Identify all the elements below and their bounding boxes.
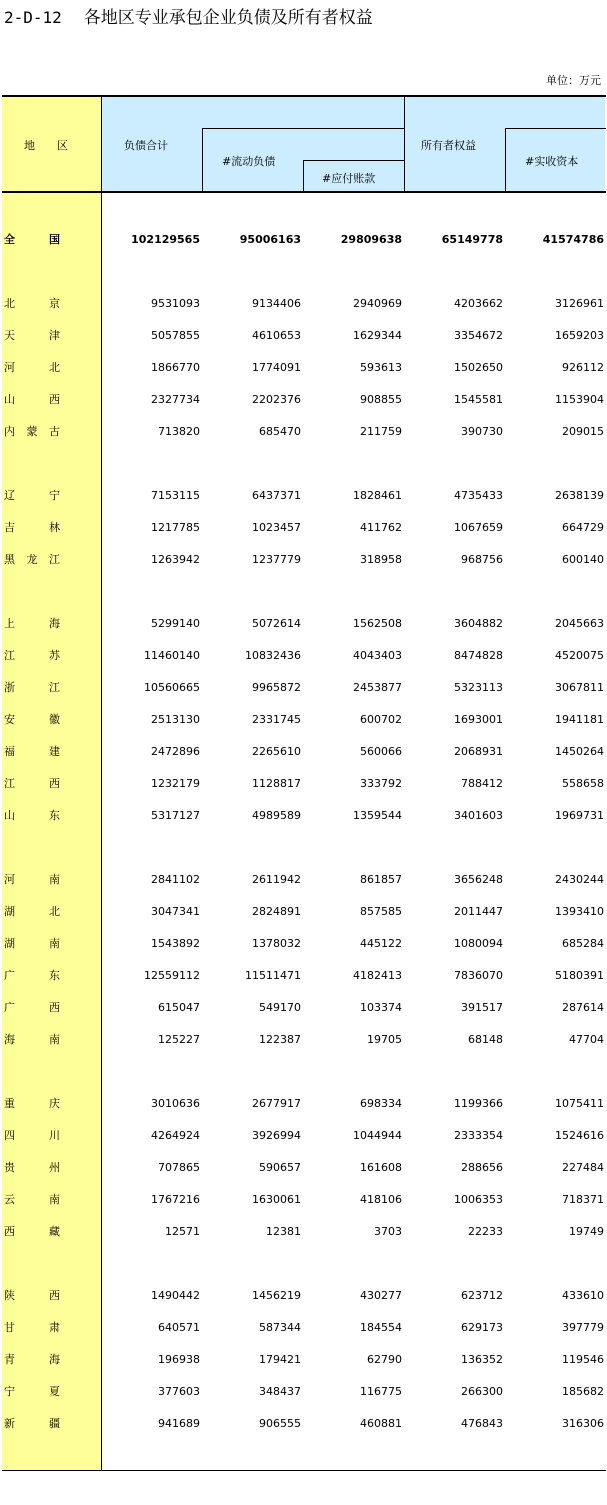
cell-value: 390730 — [461, 425, 503, 438]
table-row — [0, 928, 607, 960]
cell-value: 10560665 — [144, 681, 200, 694]
cell-value: 2824891 — [252, 905, 301, 918]
cell-value: 788412 — [461, 777, 503, 790]
table-row — [0, 288, 607, 320]
cell-value: 2327734 — [151, 393, 200, 406]
cell-value: 4520075 — [555, 649, 604, 662]
cell-value: 5317127 — [151, 809, 200, 822]
cell-value: 7836070 — [454, 969, 503, 982]
table-row — [0, 480, 607, 512]
table-row — [0, 1344, 607, 1376]
cell-value: 908855 — [360, 393, 402, 406]
cell-value: 3703 — [374, 1225, 402, 1238]
cell-value: 411762 — [360, 521, 402, 534]
cell-value: 8474828 — [454, 649, 503, 662]
cell-value: 41574786 — [542, 233, 604, 246]
cell-value: 460881 — [360, 1417, 402, 1430]
table-title: 各地区专业承包企业负债及所有者权益 — [83, 8, 373, 28]
cell-value: 179421 — [259, 1353, 301, 1366]
cell-value: 122387 — [259, 1033, 301, 1046]
table-row — [0, 672, 607, 704]
cell-value: 3126961 — [555, 297, 604, 310]
header-divider-capital — [505, 128, 506, 192]
table-row — [0, 1216, 607, 1248]
cell-value: 377603 — [158, 1385, 200, 1398]
cell-value: 2331745 — [252, 713, 301, 726]
region-name: 青 海 — [4, 1353, 60, 1366]
cell-value: 5180391 — [555, 969, 604, 982]
cell-value: 2677917 — [252, 1097, 301, 1110]
header-subrule-liab — [202, 128, 404, 129]
region-name: 江 苏 — [4, 649, 60, 662]
cell-value: 1067659 — [454, 521, 503, 534]
cell-value: 333792 — [360, 777, 402, 790]
cell-value: 136352 — [461, 1353, 503, 1366]
cell-value: 1767216 — [151, 1193, 200, 1206]
cell-value: 227484 — [562, 1161, 604, 1174]
cell-value: 184554 — [360, 1321, 402, 1334]
region-name: 甘 肃 — [4, 1321, 60, 1334]
region-name: 上 海 — [4, 617, 60, 630]
cell-value: 2265610 — [252, 745, 301, 758]
table-row — [0, 1280, 607, 1312]
cell-value: 1562508 — [353, 617, 402, 630]
header-accounts-payable: #应付账款 — [322, 172, 376, 185]
cell-value: 65149778 — [441, 233, 503, 246]
cell-value: 1693001 — [454, 713, 503, 726]
region-name: 山 东 — [4, 809, 60, 822]
cell-value: 590657 — [259, 1161, 301, 1174]
cell-value: 348437 — [259, 1385, 301, 1398]
region-name: 内 蒙 古 — [4, 425, 60, 438]
cell-value: 11460140 — [144, 649, 200, 662]
cell-value: 926112 — [562, 361, 604, 374]
cell-value: 1128817 — [252, 777, 301, 790]
cell-value: 397779 — [562, 1321, 604, 1334]
cell-value: 4043403 — [353, 649, 402, 662]
table-row — [0, 224, 607, 256]
cell-value: 10832436 — [245, 649, 301, 662]
region-name: 湖 南 — [4, 937, 60, 950]
table-row — [0, 512, 607, 544]
region-name: 河 南 — [4, 873, 60, 886]
cell-value: 9134406 — [252, 297, 301, 310]
cell-value: 623712 — [461, 1289, 503, 1302]
cell-value: 4989589 — [252, 809, 301, 822]
cell-value: 707865 — [158, 1161, 200, 1174]
table-row — [0, 736, 607, 768]
region-name: 辽 宁 — [4, 489, 60, 502]
cell-value: 476843 — [461, 1417, 503, 1430]
table-row — [0, 608, 607, 640]
cell-value: 7153115 — [151, 489, 200, 502]
cell-value: 3656248 — [454, 873, 503, 886]
cell-value: 2045663 — [555, 617, 604, 630]
cell-value: 713820 — [158, 425, 200, 438]
region-name: 广 东 — [4, 969, 60, 982]
header-region: 地 区 — [24, 139, 68, 152]
cell-value: 1659203 — [555, 329, 604, 342]
region-name: 吉 林 — [4, 521, 60, 534]
cell-value: 2513130 — [151, 713, 200, 726]
cell-value: 266300 — [461, 1385, 503, 1398]
cell-value: 968756 — [461, 553, 503, 566]
table-row — [0, 1376, 607, 1408]
cell-value: 941689 — [158, 1417, 200, 1430]
cell-value: 161608 — [360, 1161, 402, 1174]
table-row — [0, 640, 607, 672]
header-subrule-current — [303, 160, 404, 161]
cell-value: 1199366 — [454, 1097, 503, 1110]
region-name: 新 疆 — [4, 1417, 60, 1430]
cell-value: 287614 — [562, 1001, 604, 1014]
cell-value: 1774091 — [252, 361, 301, 374]
header-divider-equity — [404, 96, 405, 192]
cell-value: 2202376 — [252, 393, 301, 406]
cell-value: 2430244 — [555, 873, 604, 886]
cell-value: 685284 — [562, 937, 604, 950]
cell-value: 3354672 — [454, 329, 503, 342]
cell-value: 1378032 — [252, 937, 301, 950]
cell-value: 640571 — [158, 1321, 200, 1334]
cell-value: 12571 — [165, 1225, 200, 1238]
cell-value: 116775 — [360, 1385, 402, 1398]
cell-value: 718371 — [562, 1193, 604, 1206]
cell-value: 2611942 — [252, 873, 301, 886]
table-row — [0, 768, 607, 800]
cell-value: 185682 — [562, 1385, 604, 1398]
cell-value: 1237779 — [252, 553, 301, 566]
cell-value: 22233 — [468, 1225, 503, 1238]
table-row — [0, 1088, 607, 1120]
header-bottom-rule — [2, 191, 606, 193]
cell-value: 103374 — [360, 1001, 402, 1014]
cell-value: 430277 — [360, 1289, 402, 1302]
cell-value: 1232179 — [151, 777, 200, 790]
header-divider-current — [202, 128, 203, 192]
cell-value: 95006163 — [239, 233, 301, 246]
cell-value: 1263942 — [151, 553, 200, 566]
cell-value: 9965872 — [252, 681, 301, 694]
table-row — [0, 544, 607, 576]
cell-value: 445122 — [360, 937, 402, 950]
cell-value: 1044944 — [353, 1129, 402, 1142]
cell-value: 12381 — [266, 1225, 301, 1238]
cell-value: 685470 — [259, 425, 301, 438]
cell-value: 5323113 — [454, 681, 503, 694]
region-name: 河 北 — [4, 361, 60, 374]
cell-value: 560066 — [360, 745, 402, 758]
cell-value: 119546 — [562, 1353, 604, 1366]
region-name: 安 徽 — [4, 713, 60, 726]
cell-value: 5072614 — [252, 617, 301, 630]
table-row — [0, 704, 607, 736]
cell-value: 1456219 — [252, 1289, 301, 1302]
region-name: 云 南 — [4, 1193, 60, 1206]
cell-value: 3067811 — [555, 681, 604, 694]
region-name: 湖 北 — [4, 905, 60, 918]
region-name: 海 南 — [4, 1033, 60, 1046]
table-row — [0, 1152, 607, 1184]
cell-value: 433610 — [562, 1289, 604, 1302]
table-row — [0, 352, 607, 384]
cell-value: 1153904 — [555, 393, 604, 406]
cell-value: 196938 — [158, 1353, 200, 1366]
cell-value: 3926994 — [252, 1129, 301, 1142]
page-title — [4, 4, 373, 32]
cell-value: 1545581 — [454, 393, 503, 406]
cell-value: 2841102 — [151, 873, 200, 886]
table-row — [0, 800, 607, 832]
cell-value: 549170 — [259, 1001, 301, 1014]
cell-value: 125227 — [158, 1033, 200, 1046]
cell-value: 593613 — [360, 361, 402, 374]
cell-value: 318958 — [360, 553, 402, 566]
header-paid-in-capital: #实收资本 — [525, 155, 579, 168]
table-row — [0, 864, 607, 896]
cell-value: 600140 — [562, 553, 604, 566]
cell-value: 19749 — [569, 1225, 604, 1238]
cell-value: 1941181 — [555, 713, 604, 726]
cell-value: 587344 — [259, 1321, 301, 1334]
cell-value: 3010636 — [151, 1097, 200, 1110]
region-name: 山 西 — [4, 393, 60, 406]
region-name: 陕 西 — [4, 1289, 60, 1302]
cell-value: 4735433 — [454, 489, 503, 502]
cell-value: 1393410 — [555, 905, 604, 918]
cell-value: 1969731 — [555, 809, 604, 822]
header-divider-payable — [303, 160, 304, 192]
cell-value: 418106 — [360, 1193, 402, 1206]
cell-value: 1023457 — [252, 521, 301, 534]
cell-value: 19705 — [367, 1033, 402, 1046]
cell-value: 615047 — [158, 1001, 200, 1014]
cell-value: 1450264 — [555, 745, 604, 758]
table-row — [0, 1120, 607, 1152]
cell-value: 2068931 — [454, 745, 503, 758]
cell-value: 1006353 — [454, 1193, 503, 1206]
cell-value: 4182413 — [353, 969, 402, 982]
cell-value: 5057855 — [151, 329, 200, 342]
cell-value: 2638139 — [555, 489, 604, 502]
table-row — [0, 1408, 607, 1440]
cell-value: 9531093 — [151, 297, 200, 310]
region-name: 北 京 — [4, 297, 60, 310]
cell-value: 2011447 — [454, 905, 503, 918]
table-row — [0, 1024, 607, 1056]
cell-value: 1502650 — [454, 361, 503, 374]
region-name: 宁 夏 — [4, 1385, 60, 1398]
cell-value: 29809638 — [340, 233, 402, 246]
table-row — [0, 416, 607, 448]
cell-value: 1629344 — [353, 329, 402, 342]
cell-value: 6437371 — [252, 489, 301, 502]
cell-value: 1217785 — [151, 521, 200, 534]
cell-value: 102129565 — [131, 233, 200, 246]
cell-value: 316306 — [562, 1417, 604, 1430]
table-top-rule — [2, 95, 606, 97]
cell-value: 558658 — [562, 777, 604, 790]
region-name: 西 藏 — [4, 1225, 60, 1238]
cell-value: 3401603 — [454, 809, 503, 822]
cell-value: 68148 — [468, 1033, 503, 1046]
region-name: 江 西 — [4, 777, 60, 790]
region-name: 广 西 — [4, 1001, 60, 1014]
region-name: 全 国 — [4, 233, 60, 246]
cell-value: 1080094 — [454, 937, 503, 950]
cell-value: 1543892 — [151, 937, 200, 950]
table-row — [0, 1312, 607, 1344]
cell-value: 1075411 — [555, 1097, 604, 1110]
cell-value: 861857 — [360, 873, 402, 886]
cell-value: 1828461 — [353, 489, 402, 502]
cell-value: 11511471 — [245, 969, 301, 982]
table-row — [0, 320, 607, 352]
region-name: 福 建 — [4, 745, 60, 758]
cell-value: 2333354 — [454, 1129, 503, 1142]
cell-value: 857585 — [360, 905, 402, 918]
table-bottom-rule — [2, 1470, 606, 1471]
cell-value: 5299140 — [151, 617, 200, 630]
table-row — [0, 896, 607, 928]
cell-value: 288656 — [461, 1161, 503, 1174]
cell-value: 629173 — [461, 1321, 503, 1334]
cell-value: 2453877 — [353, 681, 402, 694]
cell-value: 47704 — [569, 1033, 604, 1046]
header-subrule-equity — [505, 128, 606, 129]
header-current-liabilities: #流动负债 — [222, 155, 276, 168]
cell-value: 62790 — [367, 1353, 402, 1366]
header-owners-equity: 所有者权益 — [421, 139, 476, 152]
cell-value: 12559112 — [144, 969, 200, 982]
header-total-liabilities: 负债合计 — [124, 139, 168, 152]
region-name: 四 川 — [4, 1129, 60, 1142]
cell-value: 4264924 — [151, 1129, 200, 1142]
region-name: 黑 龙 江 — [4, 553, 60, 566]
cell-value: 3604882 — [454, 617, 503, 630]
unit-label: 单位：万元 — [546, 74, 601, 87]
cell-value: 3047341 — [151, 905, 200, 918]
cell-value: 209015 — [562, 425, 604, 438]
cell-value: 1866770 — [151, 361, 200, 374]
cell-value: 1359544 — [353, 809, 402, 822]
cell-value: 906555 — [259, 1417, 301, 1430]
cell-value: 600702 — [360, 713, 402, 726]
table-row — [0, 960, 607, 992]
cell-value: 391517 — [461, 1001, 503, 1014]
region-name: 天 津 — [4, 329, 60, 342]
cell-value: 2472896 — [151, 745, 200, 758]
region-name: 贵 州 — [4, 1161, 60, 1174]
table-row — [0, 1184, 607, 1216]
table-row — [0, 992, 607, 1024]
cell-value: 211759 — [360, 425, 402, 438]
cell-value: 2940969 — [353, 297, 402, 310]
cell-value: 698334 — [360, 1097, 402, 1110]
region-name: 重 庆 — [4, 1097, 60, 1110]
cell-value: 1490442 — [151, 1289, 200, 1302]
cell-value: 4610653 — [252, 329, 301, 342]
table-code: 2-D-12 — [4, 8, 62, 27]
table-row — [0, 384, 607, 416]
cell-value: 4203662 — [454, 297, 503, 310]
region-name: 浙 江 — [4, 681, 60, 694]
cell-value: 664729 — [562, 521, 604, 534]
cell-value: 1630061 — [252, 1193, 301, 1206]
cell-value: 1524616 — [555, 1129, 604, 1142]
